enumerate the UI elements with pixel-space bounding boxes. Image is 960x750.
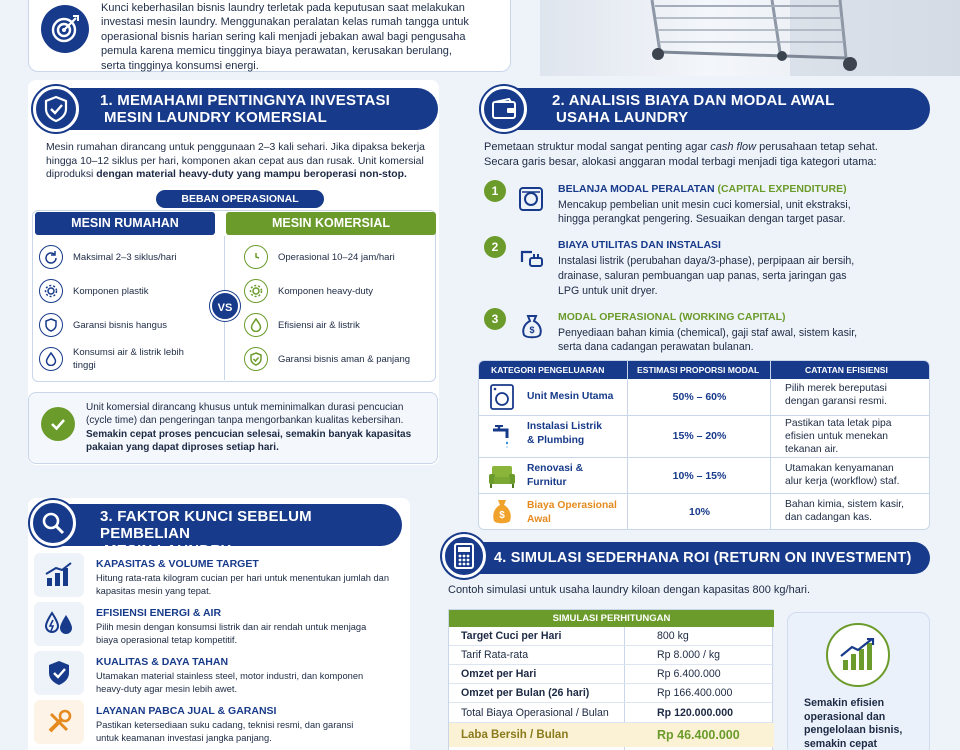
list-item [39,342,209,376]
note-line: pakaian yang dapat diproses setiap hari. [86,441,279,453]
step-1 [484,180,934,232]
simulation-table [448,609,773,750]
factor-title: KAPASITAS & VOLUME TARGET [96,558,259,570]
tools-icon [34,700,84,744]
machine-cart-icon [516,182,548,219]
step-number: 1 [484,180,506,202]
target-icon [41,5,89,53]
section2-intro-line: Secara garis besar, alokasi anggaran modal terbagi menjadi tiga kategori utama: [484,156,877,168]
side-line: semakin cepat [804,737,878,750]
italic-text: cash flow [710,141,757,153]
list-item-label: Operasional 10–24 jam/hari [278,251,395,263]
water-drop-icon [244,313,268,337]
category-line: Instalasi Listrik [527,421,602,432]
table-row [479,416,930,458]
rumahan-header: MESIN RUMAHAN [35,212,215,235]
category-label: Unit Mesin Utama [527,391,614,402]
factor-line: Pilih mesin dengan konsumsi listrik dan air rendah untuk menjaga [96,622,367,632]
factor-title: LAYANAN PABCA JUAL & GARANSI [96,705,277,717]
proportion-value: 10% [688,506,710,518]
list-item-label: Garansi bisnis hangus [73,319,167,331]
factor-line: Utamakan material stainless steel, motor industri, dan komponen [96,671,364,681]
table-row [449,665,774,684]
factor-line: heavy-duty agar mesin lebih awet. [96,683,238,694]
rumahan-list [39,240,209,376]
water-drop-icon [39,347,63,371]
intro-line: investasi mesin laundry. Menggunakan peralatan kelas rumah tangga untuk [101,16,469,29]
list-item-label: Maksimal 2–3 siklus/hari [73,251,177,263]
note-line: Pastikan tata letak pipa [785,418,892,429]
factor-line: Hitung rata-rata kilogram cucian per hari untuk menentukan jumlah dan [96,573,390,583]
wallet-icon [481,86,527,132]
section2-title-line2: USAHA LAUNDRY [556,109,689,126]
washing-machine-icon [489,383,515,416]
note-line: (cycle time) dan pengeringan tanpa mengorbankan kualitas kebersihan. [86,415,404,427]
intro-line: pemula karena memicu tingginya biaya perawatan, kerusakan berulang, [101,45,452,58]
list-item-label: Komponen plastik [73,285,149,297]
bar-chart-icon [34,553,84,597]
factor-line: untuk keamanan investasi jangka panjang. [96,732,272,743]
laundry-cart-image [540,0,960,76]
section2-intro-line [484,140,934,155]
step-title-text: BELANJA MODAL PERALATAN [558,183,718,195]
list-item-label: Garansi bisnis aman & panjang [278,353,411,365]
category-line: Biaya Operasional [527,500,617,511]
proportion-value: 50% – 60% [672,391,727,403]
intro-card [28,0,511,72]
row-value: Rp 8.000 / kg [657,649,721,661]
step-desc [558,254,928,299]
list-item [39,308,209,342]
note-line: Pilih merek bereputasi [785,383,887,394]
section2-intro [484,140,934,170]
row-label: Omzet per Bulan (26 hari) [461,687,590,699]
step-line: Mencakup pembelian unit mesin cuci komersial, unit ekstraksi, [558,199,851,211]
factor-line: biaya operasional tetap kompetitif. [96,634,238,645]
efficiency-note [785,462,899,488]
factor-title: EFISIENSI ENERGI & AIR [96,607,222,619]
efficiency-note [785,417,891,456]
note-line: Utamakan kenyamanan [785,463,894,474]
growth-chart-icon [826,623,890,687]
category-line: Renovasi & [527,463,584,474]
note-line: Unit komersial dirancang khusus untuk meminimalkan durasi pencucian [86,402,404,413]
list-item [244,308,434,342]
section1-note [28,392,438,464]
category-line: Awal [527,513,551,525]
section1-paragraph [46,141,438,182]
note-line: efisien untuk menekan [785,431,889,442]
note-line: alur kerja (workflow) staf. [785,476,900,487]
intro-line: serta tingginya konsumsi energi. [101,59,259,72]
section2-title: 2. ANALISIS BIAYA DAN MODAL AWAL [552,92,835,109]
section1-line: Mesin rumahan dirancang untuk penggunaan 2–3 kali sehari. Jika dipaksa bekerja [46,142,425,153]
section3-title-line2: MESIN LAUNDRY [104,542,232,559]
row-value: Rp 6.400.000 [657,668,721,680]
side-line: Semakin efisien [804,697,885,709]
category-label [527,420,602,447]
clock-icon [244,245,268,269]
step-line: Penyediaan bahan kimia (chemical), gaji staf awal, sistem kasir, [558,327,858,339]
row-label: Omzet per Hari [461,668,537,680]
shield-check-icon [244,347,268,371]
section1-title: 1. MEMAHAMI PENTINGNYA INVESTASI [100,92,391,109]
note-line: dengan garansi resmi. [785,396,887,407]
step-line: serta dana cadangan perawatan bulanan. [558,341,754,353]
money-bag-icon [516,310,548,347]
row-value: Rp 46.400.000 [657,728,740,742]
svg-text:$: $ [529,325,535,335]
roi-side-card [787,612,930,750]
section4-intro: Contoh simulasi untuk usaha laundry kiloan dengan kapasitas 800 kg/hari. [448,584,811,596]
factor-desc [96,719,353,744]
step-line: hingga perangkat pengering. Sesuaikan dengan target pasar. [558,213,846,225]
table-row [449,627,774,646]
gear-icon [39,279,63,303]
shield-check-icon [34,651,84,695]
table-header-row [479,361,930,379]
factor-line: Pastikan ketersediaan suku cadang, teknisi resmi, dan garansi [96,720,354,730]
category-line: & Plumbing [527,434,585,446]
list-item-label: Konsumsi air & listrik lebih tinggi [73,347,184,371]
list-item-label: Komponen heavy-duty [278,285,374,297]
row-label: Laba Bersih / Bulan [461,729,569,741]
vs-badge: VS [210,291,240,321]
category-label [527,462,583,489]
side-line: pengelolaan bisnis, [804,724,903,736]
table-row [479,458,930,494]
row-value: Rp 166.400.000 [657,687,733,699]
factor-desc [96,670,363,695]
check-circle-icon [41,407,75,441]
plug-pipe-icon [516,240,548,277]
section3-title: 3. FAKTOR KUNCI SEBELUM PEMBELIAN [100,508,312,542]
section1-line [46,168,438,182]
efficiency-note [785,498,904,524]
note-line: tekanan air. [785,444,839,455]
intro-line: operasional bisnis harian sering kali menjadi jebakan awal bagi pengusaha [101,30,466,43]
step-line: LPG untuk unit dryer. [558,285,658,297]
efficiency-note [785,382,887,408]
section1-line: hingga 10–12 siklus per hari, komponen akan cepat aus dan rusak. Unit komersial [46,155,424,167]
row-value: Rp 120.000.000 [657,707,733,719]
intro-line: Kunci keberhasilan bisnis laundry terletak pada keputusan saat melakukan [101,2,465,14]
factor-line: kapasitas mesin yang tepat. [96,585,212,596]
beban-operasional-label: BEBAN OPERASIONAL [156,190,324,208]
step-number: 2 [484,236,506,258]
komersial-list [244,240,434,376]
list-item [244,240,434,274]
sofa-icon [487,462,517,495]
section1-header [44,88,438,130]
table-row-highlight [449,723,774,747]
komersial-header: MESIN KOMERSIAL [226,212,436,235]
intro-text [101,1,506,73]
simulation-header: SIMULASI PERHITUNGAN [449,610,774,627]
column-header: CATATAN EFISIENSI [805,365,888,375]
step-line: Instalasi listrik (perubahan daya/3-phase), perpipaan air bersih, [558,255,855,267]
category-line: Furnitur [527,476,567,488]
list-item [39,274,209,308]
section2-header [496,88,930,130]
calculator-icon [442,534,486,578]
note-line: dan cadangan kas. [785,512,873,523]
table-row [449,684,774,703]
step-title-accent: (CAPITAL EXPENDITURE) [717,183,847,195]
side-text [804,697,902,750]
factor-title: KUALITAS & DAYA TAHAN [96,656,229,668]
side-line: operasional dan [804,710,886,723]
factor-desc [96,572,389,597]
step-title: BIAYA UTILITAS DAN INSTALASI [558,239,721,251]
table-row [479,494,930,530]
column-header: KATEGORI PENGELUARAN [491,365,605,375]
shield-check-icon [33,86,79,132]
note-text [86,401,434,454]
row-label: Tarif Rata-rata [461,649,529,661]
step-desc [558,198,928,226]
section1-text: diproduksi [46,169,97,181]
list-item [32,599,410,647]
faucet-icon [489,422,517,455]
step-2 [484,236,934,300]
text: perusahaan tetap sehat. [756,141,878,153]
section4-header: 4. SIMULASI SEDERHANA ROI (RETURN ON INVESTMENT) [456,542,930,574]
factor-desc [96,621,366,646]
step-number: 3 [484,308,506,330]
step-line: drainase, saluran pembuangan uap panas, serta jaringan gas [558,270,847,282]
list-item [32,550,410,598]
section1-bold-text: dengan material heavy-duty yang mampu beroperasi non-stop. [96,169,407,181]
proportion-value: 15% – 20% [672,430,727,442]
svg-text:$: $ [499,510,505,521]
text: Pemetaan struktur modal sangat penting agar [484,141,711,153]
list-item [32,697,410,747]
note-line: Semakin cepat proses pencucian selesai, semakin banyak kapasitas [86,428,412,440]
section1-title-line2: MESIN LAUNDRY KOMERSIAL [104,109,327,126]
cost-table [478,360,930,530]
row-value: 800 kg [657,630,689,642]
list-item [32,648,410,696]
row-label: Total Biaya Operasional / Bulan [461,707,609,719]
category-label [527,499,617,526]
row-label: Target Cuci per Hari [461,630,562,642]
section3-header [44,504,402,559]
energy-water-icon [34,602,84,646]
list-item [244,342,434,376]
column-header: ESTIMASI PROPORSI MODAL [637,365,760,375]
list-item [244,274,434,308]
shield-icon [39,313,63,337]
step-desc [558,326,928,354]
table-row [449,646,774,665]
proportion-value: 10% – 15% [672,470,727,482]
table-row [449,703,774,723]
cycle-icon [39,245,63,269]
step-title: MODAL OPERASIONAL (WORKING CAPITAL) [558,311,786,323]
magnifier-icon [30,500,76,546]
table-row [479,379,930,416]
list-item [39,240,209,274]
list-item-label: Efisiensi air & listrik [278,319,360,331]
note-line: Bahan kimia, sistem kasir, [785,499,905,510]
step-title [558,183,847,195]
gear-icon [244,279,268,303]
money-bag-icon [489,497,515,530]
step-3 [484,308,934,358]
